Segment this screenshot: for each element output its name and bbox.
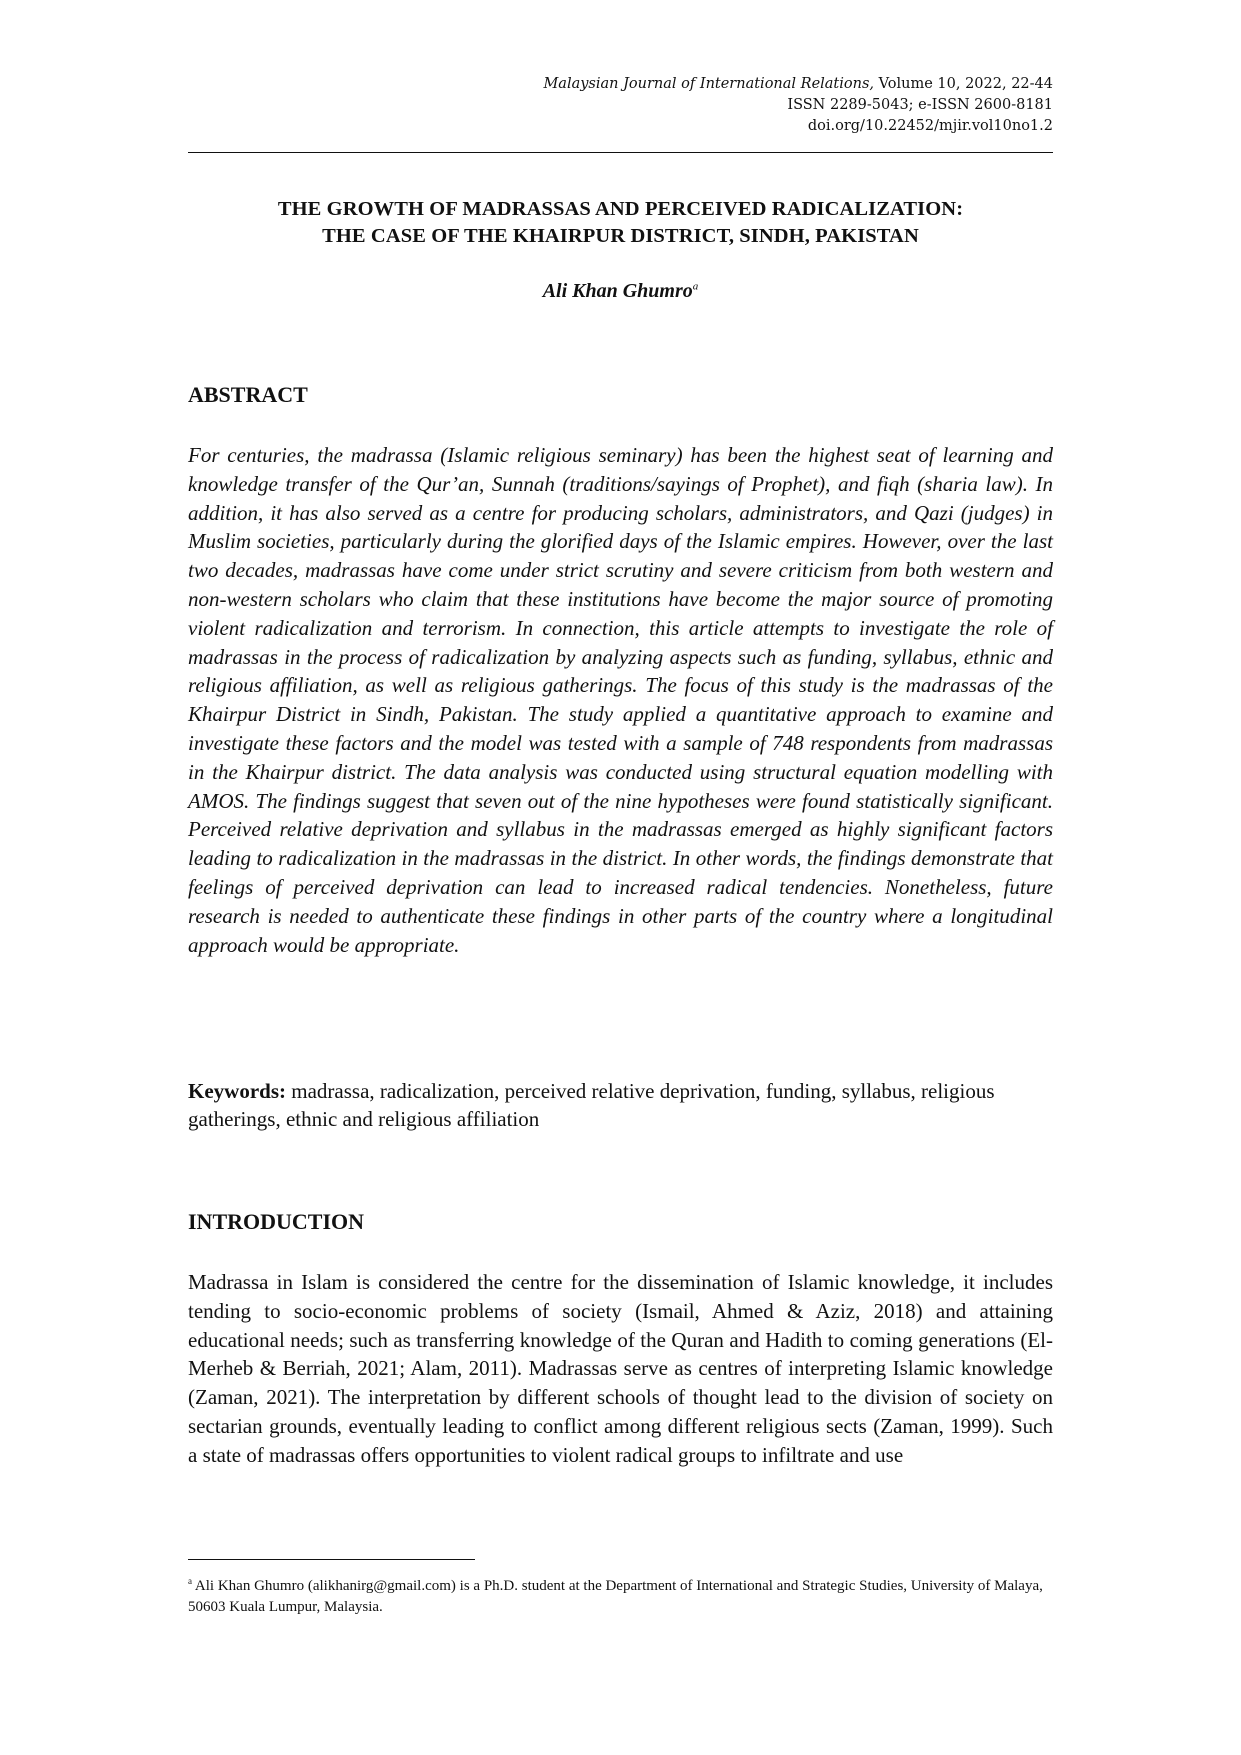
author-line: [188, 280, 1053, 303]
introduction-text: Madrassa in Islam is considered the centre for the dissemination of Islamic knowledge, it includes tending to socio-economic problems of society (Ismail, Ahmed & Aziz, 2018) and attaining educational needs; such as transferring knowledge of the Quran and Hadith to coming generations (El-Merheb & Berriah, 2021; Alam, 2011). Madrassas serve as centres of interpreting Islamic knowledge (Zaman, 2021). The interpretation by different schools of thought lead to the division of society on sectarian grounds, eventually leading to conflict among different religious sects (Zaman, 1999). Such a state of madrassas offers opportunities to violent radical groups to infiltrate and use: [188, 1270, 1053, 1467]
journal-volume: Volume 10, 2022, 22-44: [874, 76, 1053, 92]
keywords-list: madrassa, radicalization, perceived relative deprivation, funding, syllabus, religious gatherings, ethnic and religious affiliation: [188, 1079, 995, 1131]
introduction-heading: INTRODUCTION: [188, 1209, 365, 1234]
keywords: [188, 1077, 1053, 1133]
footnote: [188, 1571, 1053, 1618]
journal-name: Malaysian Journal of International Relations,: [543, 76, 875, 92]
journal-issn: ISSN 2289-5043; e-ISSN 2600-8181: [787, 97, 1053, 113]
header-rule: [188, 152, 1053, 153]
footnote-rule: [188, 1559, 475, 1560]
author-affiliation-marker: a: [692, 280, 699, 293]
title-line-2: THE CASE OF THE KHAIRPUR DISTRICT, SINDH, PAKISTAN: [322, 225, 919, 247]
keywords-label: Keywords:: [188, 1079, 286, 1103]
footnote-marker: a: [188, 1576, 192, 1586]
title-line-1: THE GROWTH OF MADRASSAS AND PERCEIVED RADICALIZATION:: [277, 198, 964, 220]
footnote-text: Ali Khan Ghumro (alikhanirg@gmail.com) is a Ph.D. student at the Department of International and Strategic Studies, University of Malaya, 50603 Kuala Lumpur, Malaysia.: [188, 1578, 1043, 1615]
running-header: [543, 74, 1053, 137]
journal-citation: [543, 74, 1053, 95]
author-name: Ali Khan Ghumro: [542, 280, 693, 302]
paper-title: [188, 196, 1053, 250]
abstract-heading: ABSTRACT: [188, 382, 308, 407]
abstract-text: For centuries, the madrassa (Islamic religious seminary) has been the highest seat of learning and knowledge transfer of the Qur’an, Sunnah (traditions/sayings of Prophet), and fiqh (sharia law). In addition, it has also served as a centre for producing scholars, administrators, and Qazi (judges) in Muslim societies, particularly during the glorified days of the Islamic empires. However, over the last two decades, madrassas have come under strict scrutiny and severe criticism from both western and non-western scholars who claim that these institutions have become the major source of promoting violent radicalization and terrorism. In connection, this article attempts to investigate the role of madrassas in the process of radicalization by analyzing aspects such as funding, syllabus, ethnic and religious affiliation, as well as religious gatherings. The focus of this study is the madrassas of the Khairpur District in Sindh, Pakistan. The study applied a quantitative approach to examine and investigate these factors and the model was tested with a sample of 748 respondents from madrassas in the Khairpur district. The data analysis was conducted using structural equation modelling with AMOS. The findings suggest that seven out of the nine hypotheses were found statistically significant. Perceived relative deprivation and syllabus in the madrassas emerged as highly significant factors leading to radicalization in the madrassas in the district. In other words, the findings demonstrate that feelings of perceived deprivation can lead to increased radical tendencies. Nonetheless, future research is needed to authenticate these findings in other parts of the country where a longitudinal approach would be appropriate.: [188, 443, 1053, 957]
journal-doi: doi.org/10.22452/mjir.vol10no1.2: [807, 118, 1053, 134]
